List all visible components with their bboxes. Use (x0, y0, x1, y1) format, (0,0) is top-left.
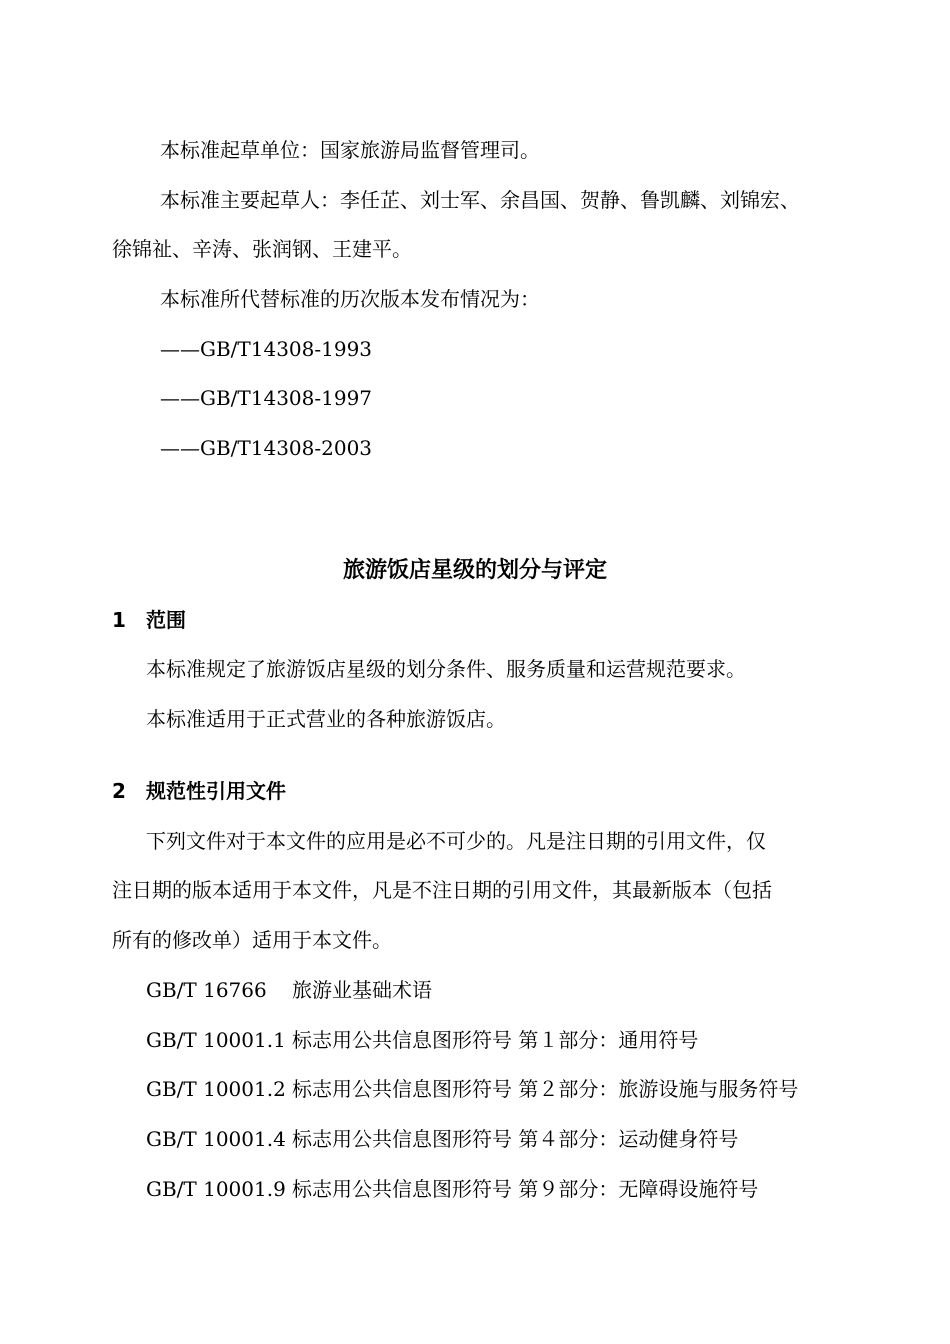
reference-code: GB/T 10001.9 (146, 1177, 286, 1201)
reference-item (146, 1075, 798, 1103)
drafters-line-1: 本标准主要起草人：李任芷、刘士军、余昌国、贺静、鲁凯麟、刘锦宏、 (160, 188, 800, 212)
section-number: 1 (112, 608, 126, 632)
section-number: 2 (112, 779, 126, 803)
history-item: ——GB/T14308-1997 (160, 386, 373, 410)
document-title: 旅游饭店星级的划分与评定 (342, 558, 607, 583)
section-2-heading (112, 777, 286, 805)
history-item: ——GB/T14308-1993 (160, 337, 373, 361)
section-title: 范围 (146, 608, 186, 632)
reference-title: 标志用公共信息图形符号 第９部分：无障碍设施符号 (292, 1177, 759, 1201)
history-item: ——GB/T14308-2003 (160, 436, 373, 460)
reference-title: 旅游业基础术语 (292, 978, 432, 1002)
section-2-paragraph-line: 注日期的版本适用于本文件，凡是不注日期的引用文件，其最新版本（包括 (112, 878, 772, 902)
drafting-unit: 本标准起草单位：国家旅游局监督管理司。 (160, 138, 540, 162)
section-1-paragraph: 本标准规定了旅游饭店星级的划分条件、服务质量和运营规范要求。 (146, 657, 746, 681)
section-1-heading (112, 606, 186, 634)
section-1-paragraph: 本标准适用于正式营业的各种旅游饭店。 (146, 707, 506, 731)
section-2-paragraph-line: 下列文件对于本文件的应用是必不可少的。凡是注日期的引用文件，仅 (146, 829, 766, 853)
reference-code: GB/T 16766 (146, 978, 267, 1002)
reference-item (146, 1026, 698, 1054)
section-title: 规范性引用文件 (146, 779, 286, 803)
history-intro: 本标准所代替标准的历次版本发布情况为： (160, 287, 540, 311)
reference-item (146, 1125, 738, 1153)
reference-title: 标志用公共信息图形符号 第４部分：运动健身符号 (292, 1127, 739, 1151)
reference-code: GB/T 10001.2 (146, 1077, 286, 1101)
reference-item (146, 1175, 758, 1203)
reference-code: GB/T 10001.4 (146, 1127, 286, 1151)
reference-item (146, 976, 432, 1004)
drafters-line-2: 徐锦祉、辛涛、张润钢、王建平。 (112, 237, 412, 261)
reference-title: 标志用公共信息图形符号 第２部分：旅游设施与服务符号 (292, 1077, 799, 1101)
reference-title: 标志用公共信息图形符号 第１部分：通用符号 (292, 1028, 699, 1052)
section-2-paragraph-line: 所有的修改单）适用于本文件。 (112, 928, 392, 952)
reference-code: GB/T 10001.1 (146, 1028, 286, 1052)
